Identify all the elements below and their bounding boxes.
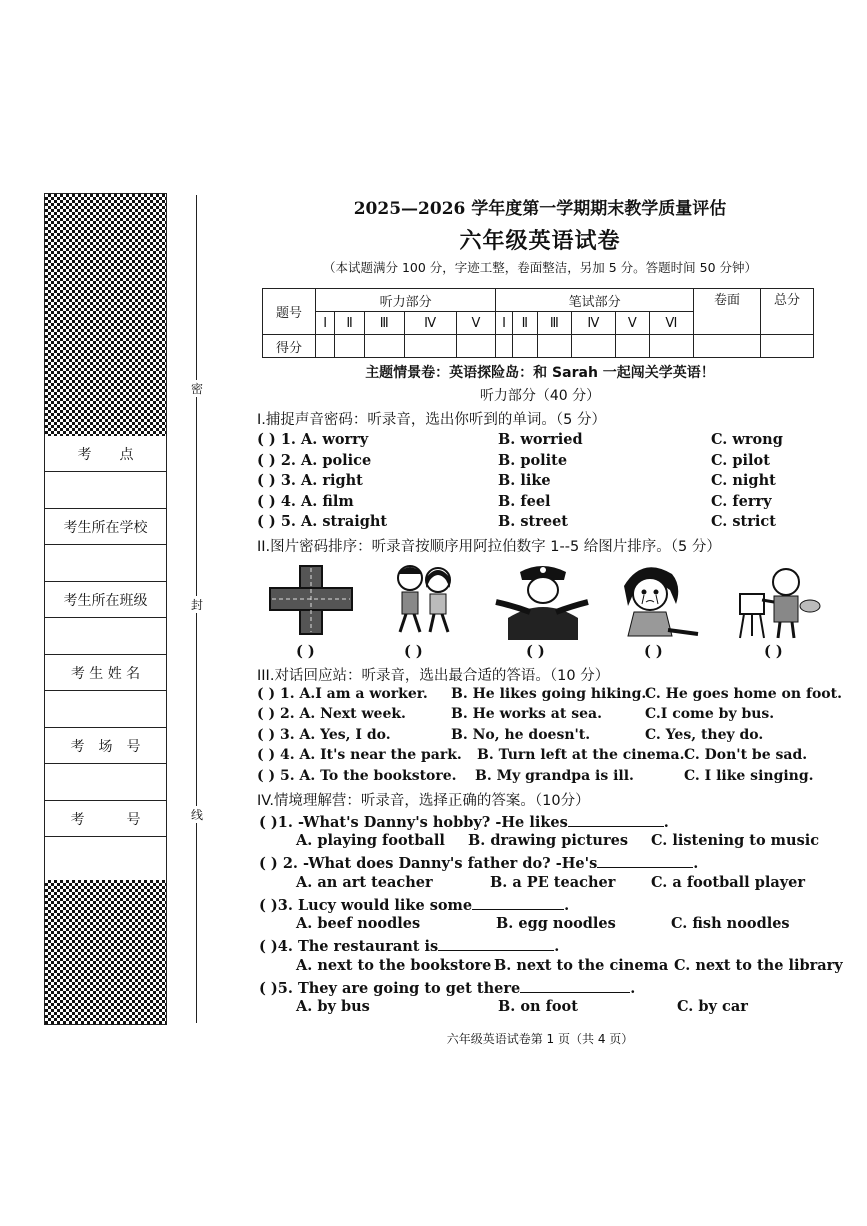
question-text: ( )4. The restaurant is	[259, 938, 439, 955]
option-c: C. I like singing.	[684, 768, 814, 784]
section-title: III.对话回应站：听录音，选出最合适的答语。（10 分）	[257, 668, 610, 684]
seal-char: 封	[188, 596, 206, 613]
option-c: C. pilot	[711, 452, 770, 469]
option-b: B. worried	[498, 431, 583, 448]
question: ( ) 3. A. right	[257, 472, 363, 489]
answer-paren[interactable]: ( )	[404, 643, 423, 660]
section-title: II.图片密码排序：听录音按顺序用阿拉伯数字 1--5 给图片排序。（5 分）	[257, 539, 721, 555]
field-label: 考 号	[70, 811, 141, 828]
option-a: A. by bus	[296, 998, 370, 1015]
field-blank[interactable]	[45, 545, 166, 582]
score-cell[interactable]	[456, 335, 496, 358]
score-cell[interactable]	[537, 335, 571, 358]
option-b: B. egg noodles	[496, 915, 616, 932]
option-c: C. night	[711, 472, 776, 489]
score-col: Ⅴ	[456, 312, 496, 335]
section-title: I.捕捉声音密码：听录音，选出你听到的单词。（5 分）	[257, 412, 606, 428]
answer-blank[interactable]	[568, 812, 664, 827]
option-c: C. Yes, they do.	[645, 727, 764, 743]
seal-char: 密	[188, 380, 206, 397]
field-label: 考 点	[77, 446, 134, 463]
option-c: C. wrong	[711, 431, 783, 448]
field-name	[45, 655, 166, 691]
question: ( ) 5. A. To the bookstore.	[257, 768, 457, 784]
option-b: B. a PE teacher	[490, 874, 616, 891]
section-title: IV.情境理解营：听录音，选择正确的答案。（10分）	[257, 793, 590, 809]
answer-blank[interactable]	[597, 853, 693, 868]
answer-blank[interactable]	[520, 978, 630, 993]
score-header: 得分	[263, 335, 316, 358]
score-col: Ⅳ	[404, 312, 456, 335]
option-c: C. next to the library	[674, 957, 843, 974]
question: ( ) 3. A. Yes, I do.	[257, 727, 391, 743]
score-cell[interactable]	[316, 335, 335, 358]
answer-paren[interactable]: ( )	[644, 643, 663, 660]
option-b: B. like	[498, 472, 551, 489]
score-col: Ⅰ	[496, 312, 512, 335]
score-table	[262, 288, 814, 358]
score-cell[interactable]	[404, 335, 456, 358]
score-cell[interactable]	[364, 335, 404, 358]
option-c: C. a football player	[651, 874, 806, 891]
question-text: ( )5. They are going to get there	[259, 980, 521, 997]
question	[259, 812, 669, 831]
question: ( ) 1. A.I am a worker.	[257, 686, 428, 702]
answer-blank[interactable]	[472, 895, 564, 910]
theme-line: 主题情景卷：英语探险岛：和 Sarah 一起闯关学英语！	[365, 365, 715, 381]
score-col: Ⅴ	[616, 312, 650, 335]
question: ( ) 1. A. worry	[257, 431, 369, 448]
question: ( ) 4. A. film	[257, 493, 354, 510]
score-cell[interactable]	[335, 335, 365, 358]
question	[259, 936, 559, 955]
binding-strip	[44, 193, 167, 1025]
option-b: B. Turn left at the cinema.	[477, 747, 685, 763]
option-b: B. on foot	[498, 998, 578, 1015]
score-col: Ⅵ	[649, 312, 693, 335]
field-label: 考生所在班级	[63, 592, 148, 609]
option-b: B. drawing pictures	[468, 832, 628, 849]
field-room	[45, 728, 166, 764]
question-text: ( )3. Lucy would like some	[259, 897, 473, 914]
score-col: Ⅳ	[571, 312, 615, 335]
option-c: C. listening to music	[651, 832, 820, 849]
score-col: Ⅲ	[364, 312, 404, 335]
score-cell[interactable]	[616, 335, 650, 358]
score-cell[interactable]	[496, 335, 512, 358]
question	[259, 978, 635, 997]
option-c: C. by car	[677, 998, 748, 1015]
score-col: Ⅲ	[537, 312, 571, 335]
crossroads-sign-picture	[266, 560, 356, 640]
question: ( ) 4. A. It's near the park.	[257, 747, 462, 763]
seal-char: 线	[188, 806, 206, 823]
option-c: C. ferry	[711, 493, 772, 510]
option-c: C.I come by bus.	[645, 706, 775, 722]
option-a: A. an art teacher	[296, 874, 433, 891]
option-a: A. playing football	[296, 832, 445, 849]
question: ( ) 2. A. Next week.	[257, 706, 406, 722]
boy-painting-picture	[734, 560, 824, 640]
option-a: A. beef noodles	[296, 915, 421, 932]
option-c: C. strict	[711, 513, 776, 530]
field-blank[interactable]	[45, 764, 166, 801]
question-end: .	[630, 980, 636, 997]
option-b: B. My grandpa is ill.	[475, 768, 634, 784]
field-blank[interactable]	[45, 618, 166, 655]
score-cell[interactable]	[761, 335, 814, 358]
option-a: A. next to the bookstore	[296, 957, 492, 974]
field-label: 考 场 号	[70, 738, 141, 755]
field-label: 考生所在学校	[63, 519, 148, 536]
exam-instructions: （本试题满分 100 分，字迹工整，卷面整洁，另加 5 分。答题时间 50 分钟）	[322, 260, 758, 275]
question-text: ( ) 2. -What does Danny's father do? -He's	[259, 855, 598, 872]
answer-paren[interactable]: ( )	[764, 643, 783, 660]
exam-title-line: 2025—2026 学年度第一学期期末教学质量评估	[353, 199, 727, 219]
option-b: B. next to the cinema	[494, 957, 669, 974]
part-title: 听力部分（40 分）	[479, 388, 601, 404]
score-col: Ⅱ	[512, 312, 537, 335]
question: ( ) 2. A. police	[257, 452, 372, 469]
option-b: B. polite	[498, 452, 568, 469]
page-title: 六年级英语试卷	[459, 228, 621, 254]
option-c: C. He goes home on foot.	[645, 686, 842, 702]
answer-paren[interactable]: ( )	[526, 643, 545, 660]
score-header: 总分	[761, 289, 814, 335]
option-b: B. He works at sea.	[451, 706, 602, 722]
score-header: 笔试部分	[496, 289, 694, 312]
field-exam-number	[45, 801, 166, 837]
field-blank[interactable]	[45, 691, 166, 728]
option-b: B. feel	[498, 493, 551, 510]
field-class	[45, 582, 166, 618]
option-c: C. Don't be sad.	[684, 747, 808, 763]
checker-pattern-bottom	[45, 880, 166, 1025]
score-header: 卷面	[694, 289, 761, 335]
score-col: Ⅰ	[316, 312, 335, 335]
question: ( ) 5. A. straight	[257, 513, 388, 530]
option-b: B. He likes going hiking.	[451, 686, 647, 702]
option-c: C. fish noodles	[671, 915, 790, 932]
answer-blank[interactable]	[438, 936, 554, 951]
answer-paren[interactable]: ( )	[296, 643, 315, 660]
score-cell[interactable]	[649, 335, 693, 358]
field-blank[interactable]	[45, 837, 166, 874]
question-end: .	[564, 897, 570, 914]
score-cell[interactable]	[571, 335, 615, 358]
boy-and-girl-walking-picture	[380, 560, 470, 640]
question-end: .	[693, 855, 699, 872]
question	[259, 895, 569, 914]
option-b: B. No, he doesn't.	[451, 727, 591, 743]
score-header: 听力部分	[316, 289, 496, 312]
score-col: Ⅱ	[335, 312, 365, 335]
question-end: .	[554, 938, 560, 955]
checker-pattern-top	[45, 194, 166, 436]
crying-girl-picture	[612, 560, 702, 640]
police-officer-picture	[494, 560, 590, 640]
question-end: .	[663, 814, 669, 831]
question-text: ( )1. -What's Danny's hobby? -He likes	[259, 814, 568, 831]
field-label: 考 生 姓 名	[70, 665, 141, 682]
field-blank[interactable]	[45, 472, 166, 509]
score-cell[interactable]	[694, 335, 761, 358]
score-header: 题号	[263, 289, 316, 335]
field-exam-site	[45, 436, 166, 472]
option-b: B. street	[498, 513, 569, 530]
score-cell[interactable]	[512, 335, 537, 358]
question	[259, 853, 698, 872]
page-footer: 六年级英语试卷第 1 页（共 4 页）	[446, 1032, 634, 1046]
field-school	[45, 509, 166, 545]
